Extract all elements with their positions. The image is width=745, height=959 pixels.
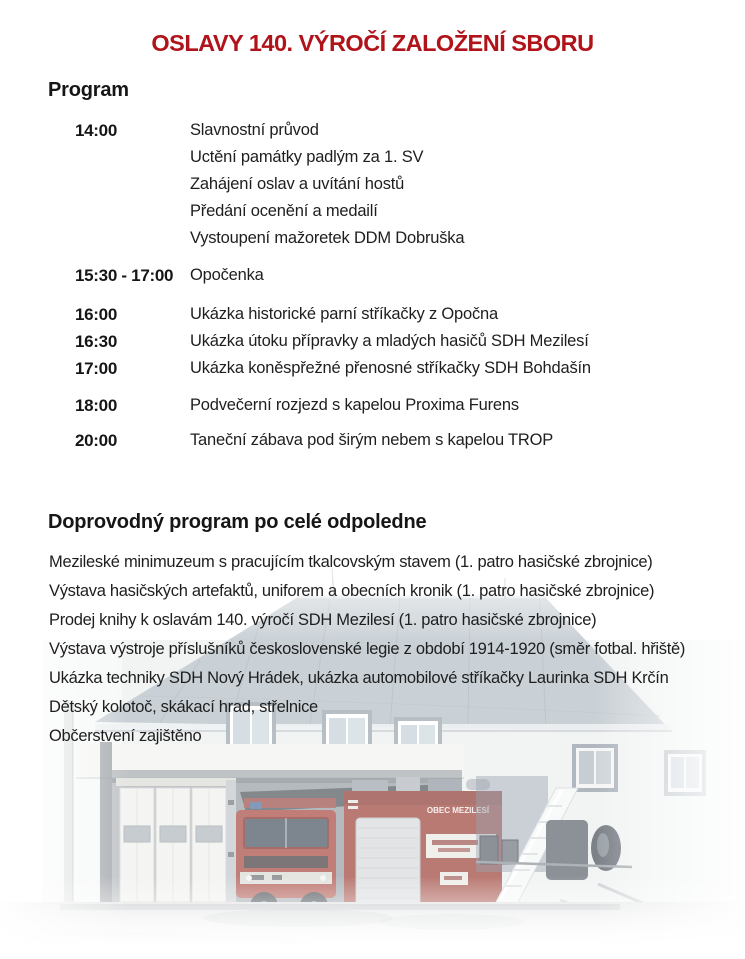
side-program-heading: Doprovodný program po celé odpoledne xyxy=(48,511,427,533)
event-list xyxy=(190,301,745,328)
program-schedule xyxy=(0,117,745,454)
side-program-item: Ukázka techniky SDH Nový Hrádek, ukázka automobilové stříkačky Laurinka SDH Krčín xyxy=(49,669,669,687)
time-label: 16:00 xyxy=(75,305,117,324)
event-item: Podvečerní rozjezd s kapelou Proxima Furens xyxy=(190,396,519,414)
page-title: OSLAVY 140. VÝROČÍ ZALOŽENÍ SBORU xyxy=(151,30,594,56)
time-label: 15:30 - 17:00 xyxy=(75,266,174,285)
schedule-block xyxy=(0,301,745,328)
side-program-item: Prodej knihy k oslavám 140. výročí SDH Mezilesí (1. patro hasičské zbrojnice) xyxy=(49,611,597,629)
event-item: Ukázka historické parní stříkačky z Opočna xyxy=(190,305,498,323)
truck-label: OBEC MEZILESÍ xyxy=(426,806,490,815)
schedule-block xyxy=(0,427,745,454)
time-label: 14:00 xyxy=(75,121,117,140)
schedule-block xyxy=(0,392,745,419)
event-list xyxy=(190,427,745,454)
side-program-item: Mezileské minimuzeum s pracujícím tkalcovským stavem (1. patro hasičské zbrojnice) xyxy=(49,553,653,571)
event-list xyxy=(190,117,745,252)
program-heading: Program xyxy=(48,79,129,101)
side-program-item: Výstava hasičských artefaktů, uniforem a obecních kronik (1. patro hasičské zbrojnice) xyxy=(49,582,655,600)
schedule-block xyxy=(0,117,745,252)
side-program-item: Občerstvení zajištěno xyxy=(49,727,202,745)
event-item: Vystoupení mažoretek DDM Dobruška xyxy=(190,229,465,247)
event-item: Taneční zábava pod širým nebem s kapelou TROP xyxy=(190,431,554,449)
event-item: Ukázka útoku přípravky a mladých hasičů SDH Mezilesí xyxy=(190,332,589,350)
event-item: Opočenka xyxy=(190,266,264,284)
event-item: Zahájení oslav a uvítání hostů xyxy=(190,175,405,193)
side-program-item: Dětský kolotoč, skákací hrad, střelnice xyxy=(49,698,318,716)
event-list xyxy=(190,355,745,382)
event-item: Ukázka koněspřežné přenosné stříkačky SDH Bohdašín xyxy=(190,359,591,377)
event-list xyxy=(190,392,745,419)
event-list xyxy=(190,262,745,289)
schedule-block xyxy=(0,262,745,289)
schedule-block xyxy=(0,355,745,382)
event-item: Předání ocenění a medailí xyxy=(190,202,378,220)
time-label: 20:00 xyxy=(75,431,117,450)
event-list xyxy=(190,328,745,355)
time-label: 18:00 xyxy=(75,396,117,415)
side-program-item: Výstava výstroje příslušníků československé legie z období 1914-1920 (směr fotbal. hřiště) xyxy=(49,640,686,658)
time-label: 16:30 xyxy=(75,332,117,351)
event-item: Slavnostní průvod xyxy=(190,121,319,139)
time-label: 17:00 xyxy=(75,359,117,378)
side-program-list xyxy=(0,552,745,747)
schedule-block xyxy=(0,328,745,355)
event-item: Uctění památky padlým za 1. SV xyxy=(190,148,424,166)
